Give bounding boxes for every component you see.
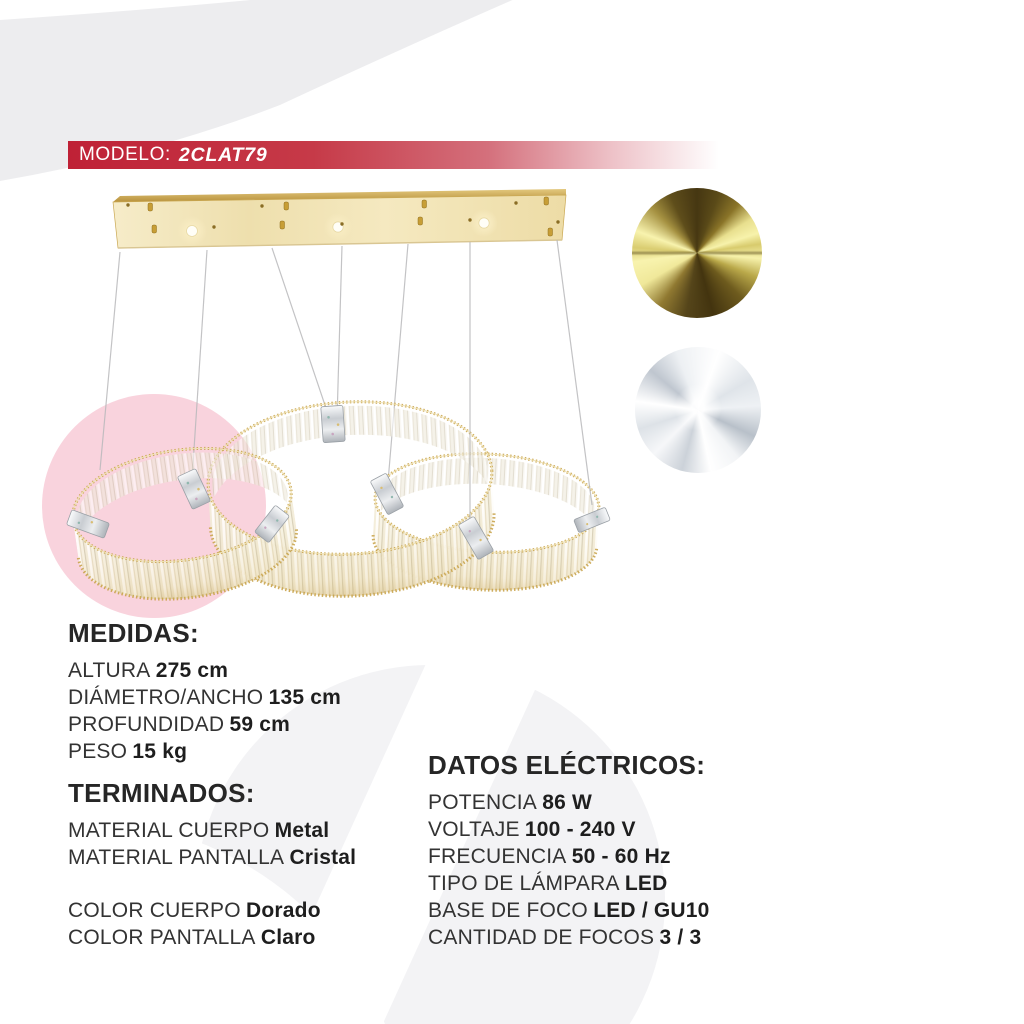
spec-label: PROFUNDIDAD: [68, 713, 225, 736]
spec-value: 100 - 240 V: [524, 818, 636, 841]
spec-label: FRECUENCIA: [428, 845, 567, 868]
spec-label: MATERIAL CUERPO: [68, 819, 270, 842]
spec-row: [68, 924, 356, 951]
model-number: 2CLAT79: [178, 143, 268, 166]
section-datos-electricos: [428, 750, 710, 951]
spec-row: [428, 789, 710, 816]
spec-row: [428, 843, 710, 870]
spec-value: 59 cm: [229, 713, 291, 736]
spec-label: ALTURA: [68, 659, 151, 682]
spec-row: [428, 924, 710, 951]
spec-value: 50 - 60 Hz: [571, 845, 671, 868]
crystal-finish-swatch: [635, 347, 761, 473]
model-banner: [68, 141, 768, 169]
spec-row: [68, 711, 341, 738]
spec-label: VOLTAJE: [428, 818, 520, 841]
spec-value: 275 cm: [155, 659, 229, 682]
medidas-title: MEDIDAS:: [68, 618, 199, 648]
spec-label: COLOR PANTALLA: [68, 926, 256, 949]
spec-value: 86 W: [542, 791, 593, 814]
spec-label: TIPO DE LÁMPARA: [428, 872, 620, 895]
terminados-title: TERMINADOS:: [68, 778, 255, 808]
spec-value: LED / GU10: [593, 899, 710, 922]
section-terminados: [68, 778, 356, 951]
gold-finish-swatch: [632, 188, 762, 318]
spec-row: [68, 817, 356, 844]
spec-value: 3 / 3: [659, 926, 702, 949]
spec-label: PESO: [68, 740, 128, 763]
spec-row: [68, 657, 341, 684]
spec-label: BASE DE FOCO: [428, 899, 588, 922]
spec-label: DIÁMETRO/ANCHO: [68, 686, 264, 709]
spec-label: MATERIAL PANTALLA: [68, 846, 285, 869]
spec-value: Claro: [260, 926, 316, 949]
spec-value: Dorado: [246, 899, 321, 922]
spec-row: [428, 897, 710, 924]
spec-label: CANTIDAD DE FOCOS: [428, 926, 655, 949]
spec-value: 15 kg: [132, 740, 188, 763]
section-medidas: [68, 618, 341, 765]
spec-label: POTENCIA: [428, 791, 537, 814]
spec-row: [428, 870, 710, 897]
spec-value: 135 cm: [268, 686, 341, 709]
spec-row: [68, 684, 341, 711]
spec-row: [428, 816, 710, 843]
spec-value: Cristal: [289, 846, 357, 869]
spec-row: [68, 897, 356, 924]
spec-label: COLOR CUERPO: [68, 899, 241, 922]
spec-row: [68, 844, 356, 871]
spec-value: Metal: [274, 819, 330, 842]
datos-title: DATOS ELÉCTRICOS:: [428, 750, 706, 780]
spec-row: [68, 738, 341, 765]
model-label: MODELO:: [79, 144, 171, 165]
spec-value: LED: [624, 872, 668, 895]
canopy-plate: [113, 189, 566, 248]
